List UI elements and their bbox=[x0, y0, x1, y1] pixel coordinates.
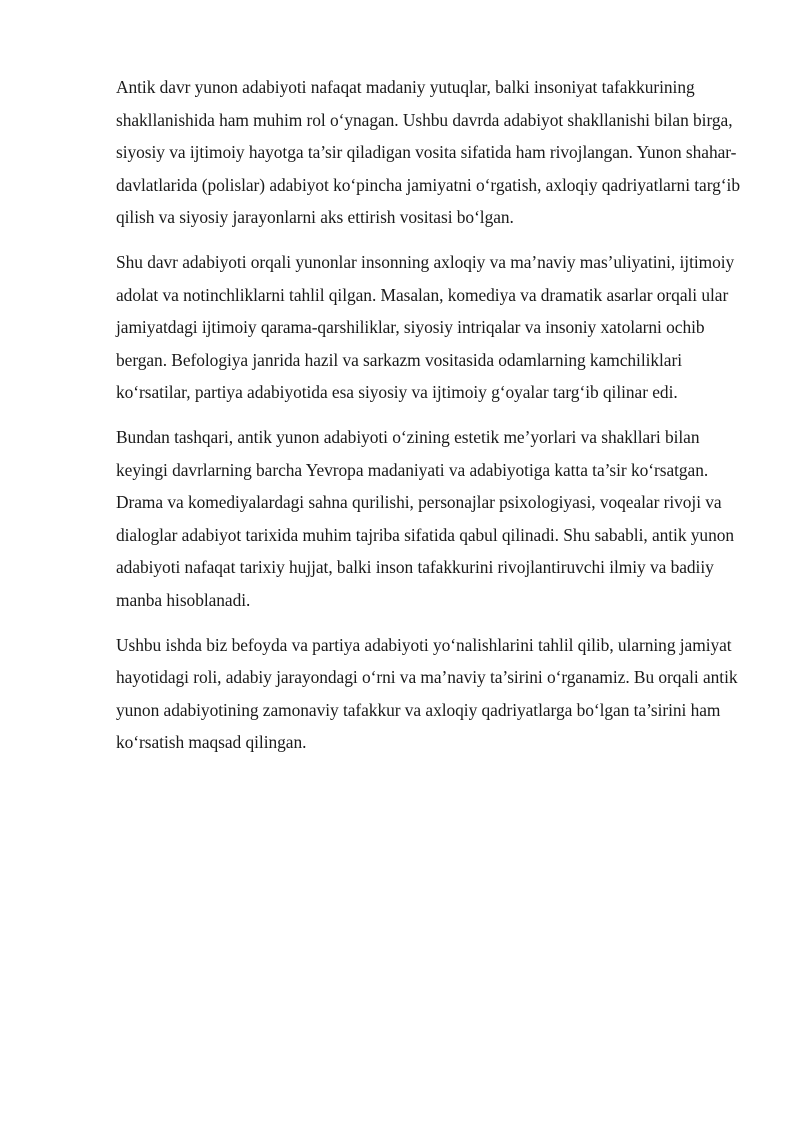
paragraph-2: Shu davr adabiyoti orqali yunonlar insonning axloqiy va ma’naviy mas’uliyatini, ijtimoiy adolat va notinchliklarni tahlil qilgan. Masalan, komediya va dramatik asarlar orqali ular jamiyatdagi ijtimoiy qarama-qarshiliklar, siyosiy intriqalar va insoniy xatolarni ochib bergan. Befologiya janrida hazil va sarkazm vositasida odamlarning kamchiliklari ko‘rsatilar, partiya adabiyotida esa siyosiy va ijtimoiy g‘oyalar targ‘ib qilinar edi. bbox=[116, 251, 735, 403]
document-body bbox=[116, 71, 746, 771]
paragraph-4: Ushbu ishda biz befoyda va partiya adabiyoti yo‘nalishlarini tahlil qilib, ularning jamiyat hayotidagi roli, adabiy jarayondagi o‘rni va ma’naviy ta’sirini o‘rganamiz. Bu orqali antik yunon adabiyotining zamonaviy tafakkur va axloqiy qadriyatlarga bo‘lgan ta’sirini ham ko‘rsatish maqsad qilingan. bbox=[116, 634, 738, 753]
paragraph-3: Bundan tashqari, antik yunon adabiyoti o‘zining estetik me’yorlari va shakllari bilan keyingi davrlarning barcha Yevropa madaniyati va adabiyotiga katta ta’sir ko‘rsatgan. Drama va komediyalardagi sahna qurilishi, personajlar psixologiyasi, voqealar rivoji va dialoglar adabiyot tarixida muhim tajriba sifatida qabul qilinadi. Shu sababli, antik yunon adabiyoti nafaqat tarixiy hujjat, balki inson tafakkurini rivojlantiruvchi ilmiy va badiiy manba hisoblanadi. bbox=[116, 426, 734, 610]
paragraph-1: Antik davr yunon adabiyoti nafaqat madaniy yutuqlar, balki insoniyat tafakkurining shakllanishida ham muhim rol o‘ynagan. Ushbu davrda adabiyot shakllanishi bilan birga, siyosiy va ijtimoiy hayotga ta’sir qiladigan vosita sifatida ham rivojlangan. Yunon shahar-davlatlarida (polislar) adabiyot ko‘pincha jamiyatni o‘rgatish, axloqiy qadriyatlarni targ‘ib qilish va siyosiy jarayonlarni aks ettirish vositasi bo‘lgan. bbox=[116, 77, 740, 228]
